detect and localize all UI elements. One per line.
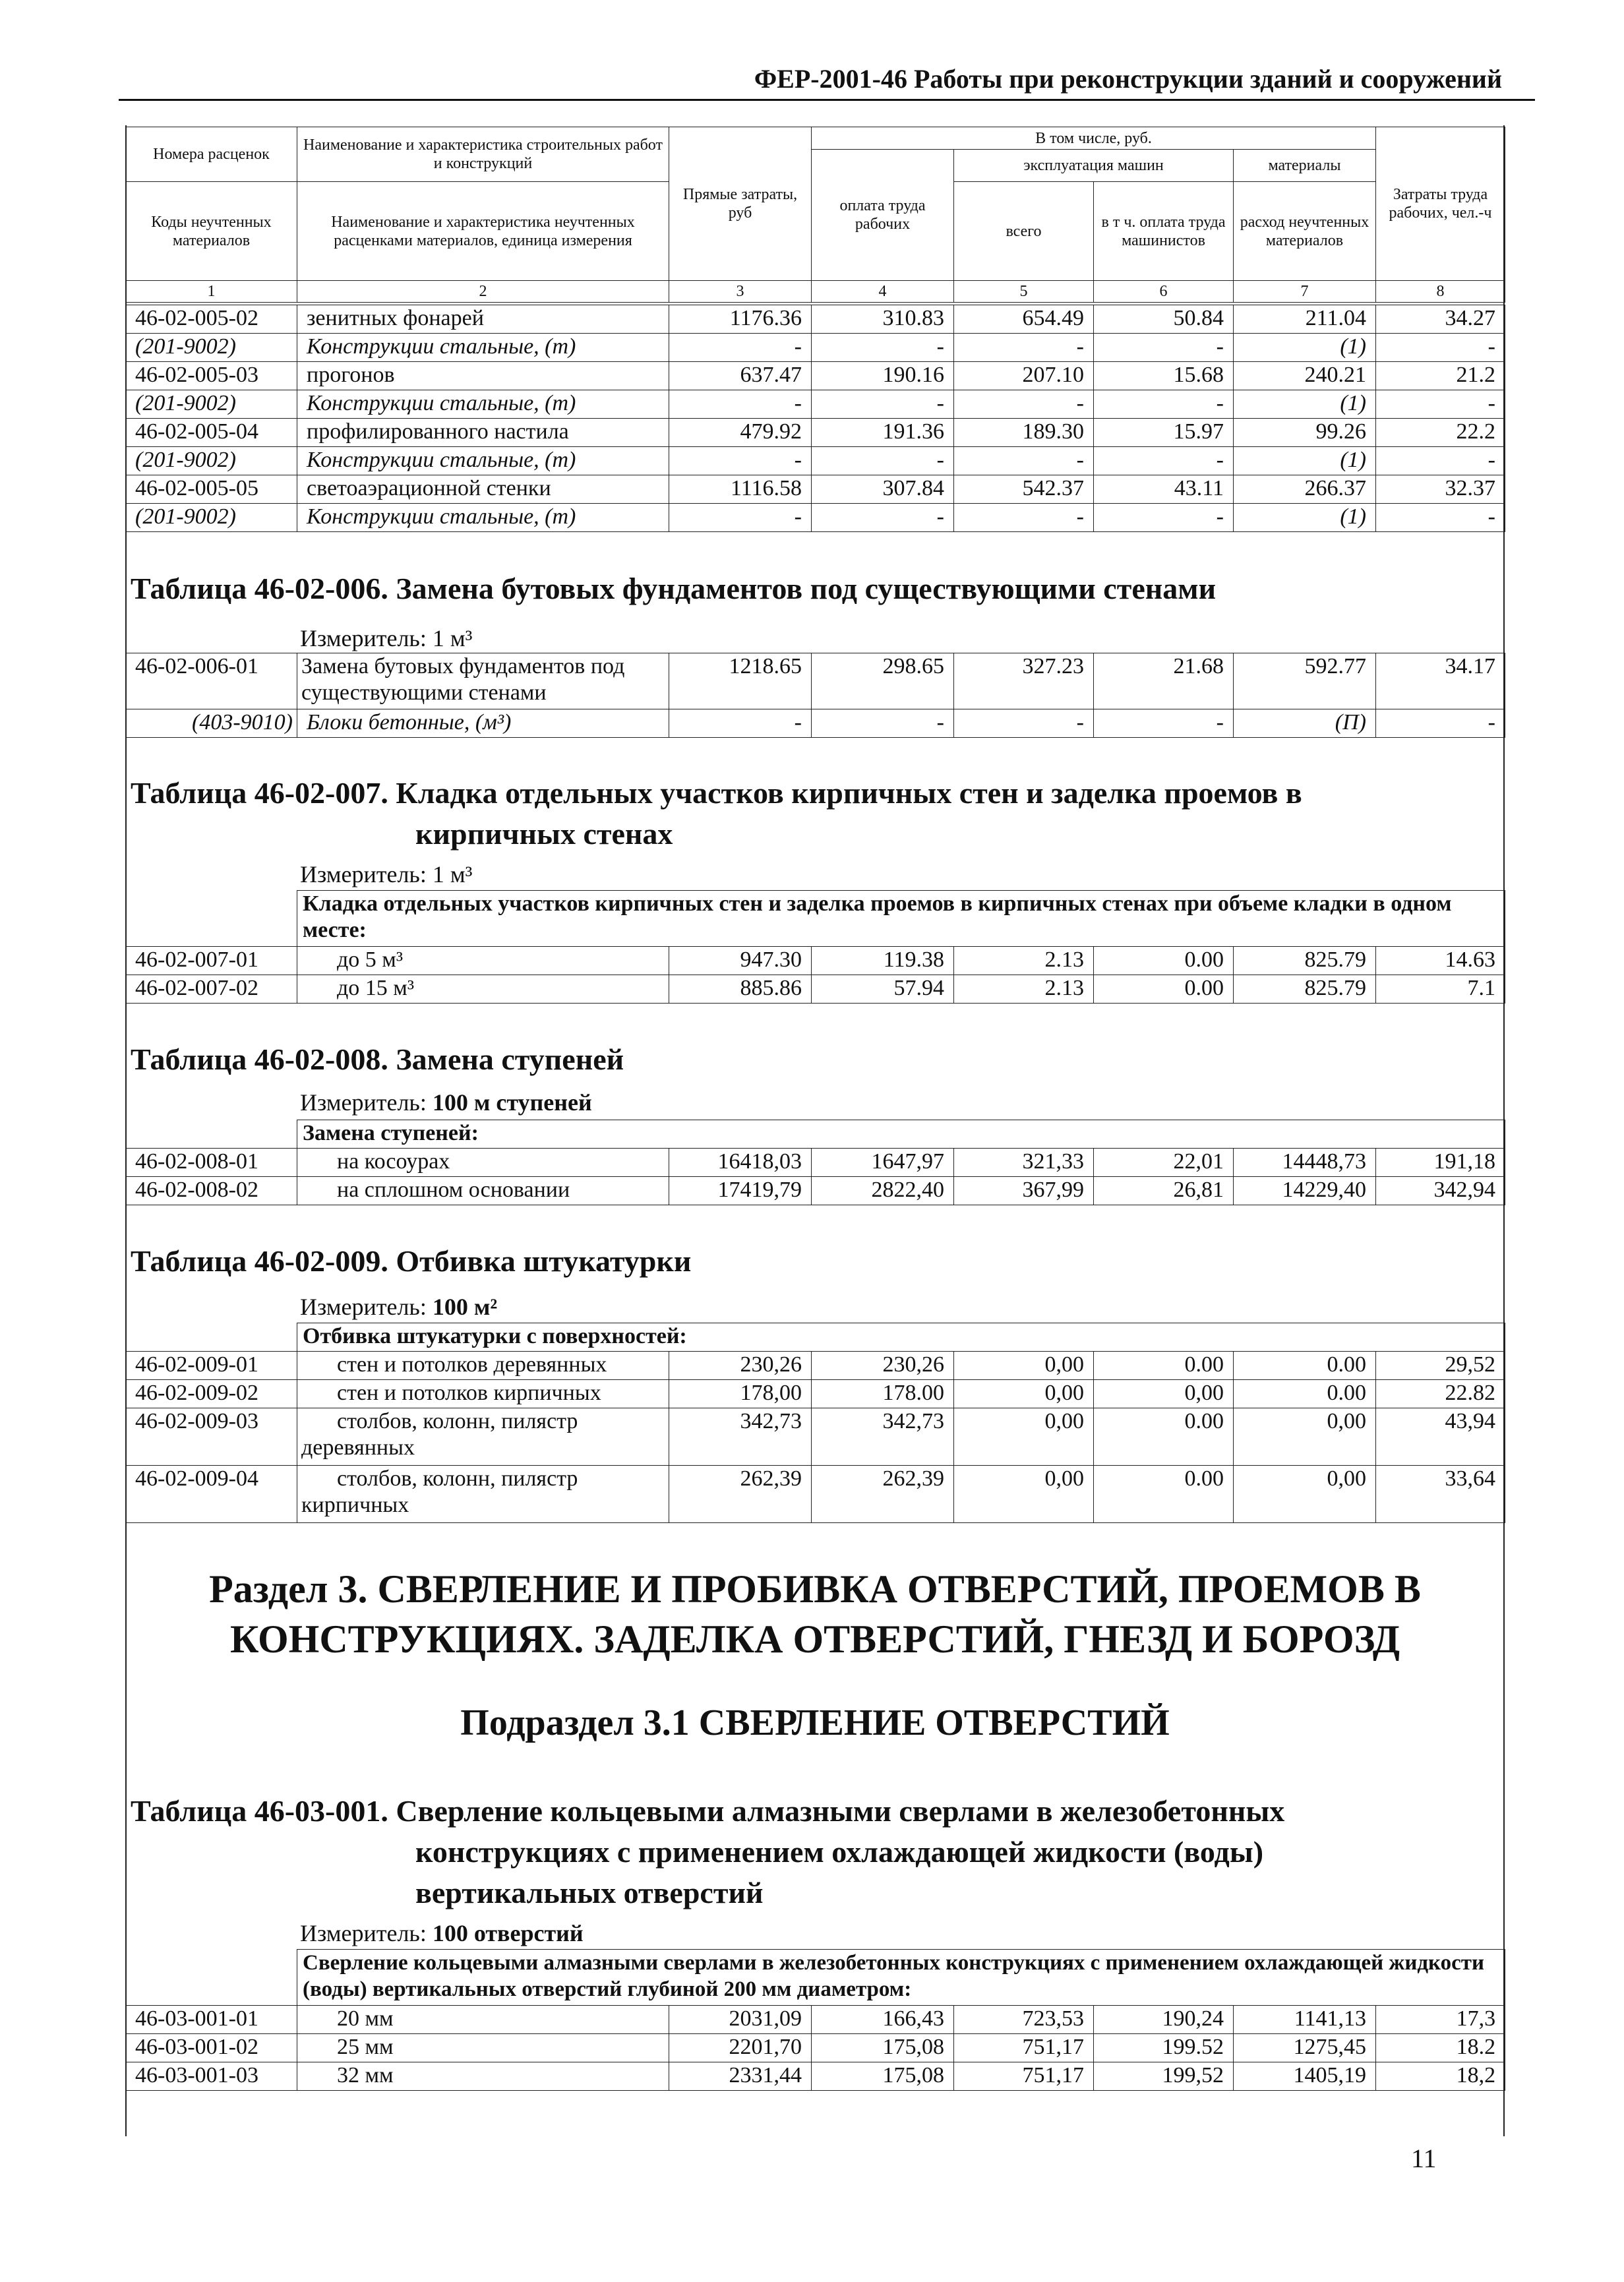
operator-pay: 0.00 bbox=[1094, 947, 1234, 975]
unit-value: 100 м ступеней bbox=[432, 1089, 592, 1116]
material-row bbox=[126, 390, 1505, 419]
table-title-46-02-006: Таблица 46-02-006. Замена бутовых фундаментов под существующими стенами bbox=[131, 572, 1217, 605]
group-heading: Отбивка штукатурки с поверхностей: bbox=[297, 1323, 1505, 1352]
operator-pay: 22,01 bbox=[1094, 1149, 1234, 1177]
table-row bbox=[126, 975, 1505, 1004]
header-direct-costs: Прямые затраты, руб bbox=[669, 127, 812, 281]
rate-code: 46-02-008-01 bbox=[126, 1149, 297, 1177]
machine-total: 327.23 bbox=[954, 653, 1094, 709]
header-name-materials: Наименование и характеристика неучтенных расценками материалов, единица измерения bbox=[297, 182, 669, 281]
table-title-46-02-007 bbox=[131, 773, 1302, 855]
work-name: 32 мм bbox=[297, 2062, 669, 2091]
group-row bbox=[126, 1120, 1505, 1149]
dash: - bbox=[669, 447, 812, 475]
work-name: столбов, колонн, пилястр деревянных bbox=[297, 1408, 669, 1466]
work-name: до 15 м³ bbox=[297, 975, 669, 1004]
col-number: 7 bbox=[1234, 281, 1376, 303]
unit-label: Измеритель: 1 м³ bbox=[300, 625, 473, 651]
materials: 0,00 bbox=[1234, 1408, 1376, 1466]
dash: - bbox=[812, 447, 954, 475]
material-code: (201-9002) bbox=[126, 390, 297, 419]
material-qty: (1) bbox=[1234, 504, 1376, 532]
dash: - bbox=[669, 504, 812, 532]
dash: - bbox=[954, 334, 1094, 362]
section-title bbox=[125, 1564, 1505, 1664]
dash: - bbox=[812, 504, 954, 532]
unit-value: 100 отверстий bbox=[432, 1920, 584, 1946]
materials: 825.79 bbox=[1234, 947, 1376, 975]
rate-code: 46-02-009-02 bbox=[126, 1380, 297, 1408]
unit-label bbox=[300, 1292, 497, 1321]
material-name: Конструкции стальные, (т) bbox=[297, 334, 669, 362]
operator-pay: 0,00 bbox=[1094, 1380, 1234, 1408]
material-row bbox=[126, 334, 1505, 362]
work-name: на сплошном основании bbox=[297, 1177, 669, 1205]
header-labor-costs: Затраты труда рабочих, чел.-ч bbox=[1376, 127, 1505, 281]
direct-costs: 342,73 bbox=[669, 1408, 812, 1466]
direct-costs: 2201,70 bbox=[669, 2034, 812, 2062]
header-materials: материалы bbox=[1234, 150, 1376, 182]
materials: 592.77 bbox=[1234, 653, 1376, 709]
direct-costs: 885.86 bbox=[669, 975, 812, 1004]
materials: 14229,40 bbox=[1234, 1177, 1376, 1205]
dash: - bbox=[1094, 390, 1234, 419]
operator-pay: 21.68 bbox=[1094, 653, 1234, 709]
material-code: (201-9002) bbox=[126, 334, 297, 362]
rate-code: 46-02-005-05 bbox=[126, 475, 297, 504]
material-code: (201-9002) bbox=[126, 504, 297, 532]
table-title-46-02-009: Таблица 46-02-009. Отбивка штукатурки bbox=[131, 1244, 692, 1278]
dash: - bbox=[1094, 447, 1234, 475]
machine-total: 654.49 bbox=[954, 305, 1094, 334]
materials: 0.00 bbox=[1234, 1352, 1376, 1380]
operator-pay: 15.68 bbox=[1094, 362, 1234, 390]
material-qty: (1) bbox=[1234, 390, 1376, 419]
work-name: профилированного настила bbox=[297, 419, 669, 447]
worker-pay: 190.16 bbox=[812, 362, 954, 390]
worker-pay: 166,43 bbox=[812, 2006, 954, 2034]
dash: - bbox=[812, 334, 954, 362]
direct-costs: 2031,09 bbox=[669, 2006, 812, 2034]
dash: - bbox=[1376, 504, 1505, 532]
rate-code: 46-02-009-03 bbox=[126, 1408, 297, 1466]
direct-costs: 17419,79 bbox=[669, 1177, 812, 1205]
material-name: Блоки бетонные, (м³) bbox=[297, 709, 669, 738]
col-number: 6 bbox=[1094, 281, 1234, 303]
labor-costs: 7.1 bbox=[1376, 975, 1505, 1004]
table-row bbox=[126, 2006, 1505, 2034]
rate-code: 46-02-005-04 bbox=[126, 419, 297, 447]
direct-costs: 230,26 bbox=[669, 1352, 812, 1380]
table-title-46-03-001 bbox=[131, 1791, 1284, 1913]
labor-costs: 29,52 bbox=[1376, 1352, 1505, 1380]
running-header: ФЕР-2001-46 Работы при реконструкции зданий и сооружений bbox=[754, 64, 1502, 94]
group-heading: Замена ступеней: bbox=[297, 1120, 1505, 1149]
worker-pay: 57.94 bbox=[812, 975, 954, 1004]
dash: - bbox=[1376, 390, 1505, 419]
header-machine-operation: эксплуатация машин bbox=[954, 150, 1234, 182]
col-number: 5 bbox=[954, 281, 1094, 303]
work-name: до 5 м³ bbox=[297, 947, 669, 975]
worker-pay: 175,08 bbox=[812, 2034, 954, 2062]
title-line: Таблица 46-03-001. Сверление кольцевыми алмазными сверлами в железобетонных bbox=[131, 1794, 1285, 1828]
labor-costs: 33,64 bbox=[1376, 1466, 1505, 1523]
materials: 211.04 bbox=[1234, 305, 1376, 334]
machine-total: 723,53 bbox=[954, 2006, 1094, 2034]
table-row bbox=[126, 305, 1505, 334]
worker-pay: 2822,40 bbox=[812, 1177, 954, 1205]
dash: - bbox=[669, 334, 812, 362]
machine-total: 751,17 bbox=[954, 2034, 1094, 2062]
col-number: 8 bbox=[1376, 281, 1505, 303]
dash: - bbox=[812, 390, 954, 419]
direct-costs: 2331,44 bbox=[669, 2062, 812, 2091]
direct-costs: 178,00 bbox=[669, 1380, 812, 1408]
machine-total: 542.37 bbox=[954, 475, 1094, 504]
direct-costs: 479.92 bbox=[669, 419, 812, 447]
table-46-02-008 bbox=[125, 1120, 1505, 1205]
title-line: вертикальных отверстий bbox=[415, 1876, 764, 1909]
material-name: Конструкции стальные, (т) bbox=[297, 390, 669, 419]
table-row bbox=[126, 362, 1505, 390]
machine-total: 207.10 bbox=[954, 362, 1094, 390]
table-row bbox=[126, 475, 1505, 504]
group-row bbox=[126, 1323, 1505, 1352]
direct-costs: 262,39 bbox=[669, 1466, 812, 1523]
machine-total: 321,33 bbox=[954, 1149, 1094, 1177]
rate-code: 46-03-001-01 bbox=[126, 2006, 297, 2034]
header-machine-total: всего bbox=[954, 182, 1094, 281]
operator-pay: 15.97 bbox=[1094, 419, 1234, 447]
work-name: столбов, колонн, пилястр кирпичных bbox=[297, 1466, 669, 1523]
group-heading: Сверление кольцевыми алмазными сверлами в железобетонных конструкциях с применением охлаждающей жидкости (воды) вертикальных отверстий глубиной 200 мм диаметром: bbox=[297, 1950, 1505, 2006]
work-name: светоаэрационной стенки bbox=[297, 475, 669, 504]
direct-costs: 1116.58 bbox=[669, 475, 812, 504]
materials: 0,00 bbox=[1234, 1466, 1376, 1523]
dash: - bbox=[954, 709, 1094, 738]
labor-costs: 32.37 bbox=[1376, 475, 1505, 504]
dash: - bbox=[669, 390, 812, 419]
material-row bbox=[126, 709, 1505, 738]
labor-costs: 18.2 bbox=[1376, 2034, 1505, 2062]
column-header-table bbox=[125, 127, 1505, 303]
rate-code: 46-02-005-03 bbox=[126, 362, 297, 390]
table-row bbox=[126, 947, 1505, 975]
header-codes: Коды неучтенных материалов bbox=[126, 182, 297, 281]
machine-total: 0,00 bbox=[954, 1380, 1094, 1408]
materials: 0.00 bbox=[1234, 1380, 1376, 1408]
subsection-title: Подраздел 3.1 СВЕРЛЕНИЕ ОТВЕРСТИЙ bbox=[460, 1702, 1170, 1743]
group-row bbox=[126, 891, 1505, 947]
material-qty: (П) bbox=[1234, 709, 1376, 738]
operator-pay: 0.00 bbox=[1094, 975, 1234, 1004]
machine-total: 0,00 bbox=[954, 1408, 1094, 1466]
unit-prefix: Измеритель: bbox=[300, 1920, 433, 1946]
material-qty: (1) bbox=[1234, 447, 1376, 475]
table-46-03-001 bbox=[125, 1949, 1505, 2091]
worker-pay: 298.65 bbox=[812, 653, 954, 709]
operator-pay: 50.84 bbox=[1094, 305, 1234, 334]
title-line: конструкциях с применением охлаждающей жидкости (воды) bbox=[415, 1835, 1264, 1869]
rate-code: 46-02-007-01 bbox=[126, 947, 297, 975]
labor-costs: 22.2 bbox=[1376, 419, 1505, 447]
worker-pay: 119.38 bbox=[812, 947, 954, 975]
operator-pay: 0.00 bbox=[1094, 1408, 1234, 1466]
table-row bbox=[126, 1177, 1505, 1205]
worker-pay: 262,39 bbox=[812, 1466, 954, 1523]
labor-costs: 34.17 bbox=[1376, 653, 1505, 709]
direct-costs: 16418,03 bbox=[669, 1149, 812, 1177]
dash: - bbox=[669, 709, 812, 738]
operator-pay: 0.00 bbox=[1094, 1466, 1234, 1523]
worker-pay: 1647,97 bbox=[812, 1149, 954, 1177]
col-number: 1 bbox=[126, 281, 297, 303]
worker-pay: 230,26 bbox=[812, 1352, 954, 1380]
unit-label bbox=[300, 1919, 584, 1948]
header-worker-pay: оплата труда рабочих bbox=[812, 150, 954, 281]
operator-pay: 0.00 bbox=[1094, 1352, 1234, 1380]
unit-prefix: Измеритель: bbox=[300, 1294, 433, 1320]
machine-total: 0,00 bbox=[954, 1466, 1094, 1523]
dash: - bbox=[812, 709, 954, 738]
machine-total: 0,00 bbox=[954, 1352, 1094, 1380]
material-name: Конструкции стальные, (т) bbox=[297, 447, 669, 475]
header-rule bbox=[119, 99, 1535, 101]
materials: 266.37 bbox=[1234, 475, 1376, 504]
table-46-02-007 bbox=[125, 890, 1505, 1004]
material-code: (201-9002) bbox=[126, 447, 297, 475]
section-line: КОНСТРУКЦИЯХ. ЗАДЕЛКА ОТВЕРСТИЙ, ГНЕЗД И БОРОЗД bbox=[230, 1617, 1400, 1661]
work-name: стен и потолков деревянных bbox=[297, 1352, 669, 1380]
rate-code: 46-02-009-01 bbox=[126, 1352, 297, 1380]
machine-total: 367,99 bbox=[954, 1177, 1094, 1205]
materials: 1141,13 bbox=[1234, 2006, 1376, 2034]
work-name: на косоурах bbox=[297, 1149, 669, 1177]
col-number: 4 bbox=[812, 281, 954, 303]
dash: - bbox=[954, 447, 1094, 475]
table-46-02-005 bbox=[125, 305, 1505, 532]
work-name: 20 мм bbox=[297, 2006, 669, 2034]
section-line: Раздел 3. СВЕРЛЕНИЕ И ПРОБИВКА ОТВЕРСТИЙ, ПРОЕМОВ В bbox=[209, 1567, 1421, 1611]
table-row bbox=[126, 2062, 1505, 2091]
title-line: кирпичных стенах bbox=[415, 817, 673, 851]
operator-pay: 199.52 bbox=[1094, 2034, 1234, 2062]
table-46-02-009 bbox=[125, 1323, 1505, 1523]
col-number: 3 bbox=[669, 281, 812, 303]
material-name: Конструкции стальные, (т) bbox=[297, 504, 669, 532]
labor-costs: 14.63 bbox=[1376, 947, 1505, 975]
header-rate-numbers: Номера расценок bbox=[126, 127, 297, 182]
dash: - bbox=[954, 504, 1094, 532]
material-code: (403-9010) bbox=[126, 709, 297, 738]
table-row bbox=[126, 2034, 1505, 2062]
table-row bbox=[126, 1408, 1505, 1466]
material-row bbox=[126, 504, 1505, 532]
labor-costs: 21.2 bbox=[1376, 362, 1505, 390]
dash: - bbox=[1094, 504, 1234, 532]
group-heading: Кладка отдельных участков кирпичных стен и заделка проемов в кирпичных стенах при объеме кладки в одном месте: bbox=[297, 891, 1505, 947]
worker-pay: 191.36 bbox=[812, 419, 954, 447]
materials: 240.21 bbox=[1234, 362, 1376, 390]
work-name: прогонов bbox=[297, 362, 669, 390]
operator-pay: 199,52 bbox=[1094, 2062, 1234, 2091]
dash: - bbox=[1376, 334, 1505, 362]
labor-costs: 43,94 bbox=[1376, 1408, 1505, 1466]
group-row bbox=[126, 1950, 1505, 2006]
work-name: стен и потолков кирпичных bbox=[297, 1380, 669, 1408]
labor-costs: 342,94 bbox=[1376, 1177, 1505, 1205]
rate-code: 46-03-001-02 bbox=[126, 2034, 297, 2062]
operator-pay: 26,81 bbox=[1094, 1177, 1234, 1205]
table-row bbox=[126, 1149, 1505, 1177]
unit-value: 100 м² bbox=[432, 1294, 498, 1320]
dash: - bbox=[954, 390, 1094, 419]
dash: - bbox=[1376, 709, 1505, 738]
machine-total: 189.30 bbox=[954, 419, 1094, 447]
direct-costs: 1176.36 bbox=[669, 305, 812, 334]
materials: 825.79 bbox=[1234, 975, 1376, 1004]
table-row bbox=[126, 419, 1505, 447]
materials: 1405,19 bbox=[1234, 2062, 1376, 2091]
labor-costs: 17,3 bbox=[1376, 2006, 1505, 2034]
work-name: зенитных фонарей bbox=[297, 305, 669, 334]
direct-costs: 947.30 bbox=[669, 947, 812, 975]
table-title-46-02-008: Таблица 46-02-008. Замена ступеней bbox=[131, 1042, 624, 1076]
table-row bbox=[126, 1380, 1505, 1408]
dash: - bbox=[1376, 447, 1505, 475]
labor-costs: 191,18 bbox=[1376, 1149, 1505, 1177]
worker-pay: 307.84 bbox=[812, 475, 954, 504]
material-qty: (1) bbox=[1234, 334, 1376, 362]
table-46-02-006 bbox=[125, 653, 1505, 738]
unit-label bbox=[300, 1088, 592, 1117]
work-name: 25 мм bbox=[297, 2034, 669, 2062]
machine-total: 2.13 bbox=[954, 947, 1094, 975]
header-materials-consumption: расход неучтенных материалов bbox=[1234, 182, 1376, 281]
worker-pay: 175,08 bbox=[812, 2062, 954, 2091]
materials: 99.26 bbox=[1234, 419, 1376, 447]
table-row bbox=[126, 1466, 1505, 1523]
unit-label: Измеритель: 1 м³ bbox=[300, 861, 473, 887]
header-including: В том числе, руб. bbox=[812, 127, 1376, 150]
table-row bbox=[126, 1352, 1505, 1380]
unit-prefix: Измеритель: bbox=[300, 1089, 433, 1116]
rate-code: 46-03-001-03 bbox=[126, 2062, 297, 2091]
title-line: Таблица 46-02-007. Кладка отдельных участков кирпичных стен и заделка проемов в bbox=[131, 776, 1302, 810]
machine-total: 2.13 bbox=[954, 975, 1094, 1004]
dash: - bbox=[1094, 709, 1234, 738]
direct-costs: 637.47 bbox=[669, 362, 812, 390]
header-machine-operator-pay: в т ч. оплата труда машинистов bbox=[1094, 182, 1234, 281]
worker-pay: 178.00 bbox=[812, 1380, 954, 1408]
labor-costs: 22.82 bbox=[1376, 1380, 1505, 1408]
rate-code: 46-02-006-01 bbox=[126, 653, 297, 709]
dash: - bbox=[1094, 334, 1234, 362]
worker-pay: 342,73 bbox=[812, 1408, 954, 1466]
labor-costs: 18,2 bbox=[1376, 2062, 1505, 2091]
worker-pay: 310.83 bbox=[812, 305, 954, 334]
rate-code: 46-02-007-02 bbox=[126, 975, 297, 1004]
col-number: 2 bbox=[297, 281, 669, 303]
labor-costs: 34.27 bbox=[1376, 305, 1505, 334]
page-number: 11 bbox=[1411, 2144, 1437, 2173]
materials: 1275,45 bbox=[1234, 2034, 1376, 2062]
operator-pay: 43.11 bbox=[1094, 475, 1234, 504]
material-row bbox=[126, 447, 1505, 475]
direct-costs: 1218.65 bbox=[669, 653, 812, 709]
header-name-work: Наименование и характеристика строительных работ и конструкций bbox=[297, 127, 669, 182]
work-name: Замена бутовых фундаментов под существующими стенами bbox=[297, 653, 669, 709]
rate-code: 46-02-005-02 bbox=[126, 305, 297, 334]
rate-code: 46-02-008-02 bbox=[126, 1177, 297, 1205]
materials: 14448,73 bbox=[1234, 1149, 1376, 1177]
machine-total: 751,17 bbox=[954, 2062, 1094, 2091]
operator-pay: 190,24 bbox=[1094, 2006, 1234, 2034]
rate-code: 46-02-009-04 bbox=[126, 1466, 297, 1523]
